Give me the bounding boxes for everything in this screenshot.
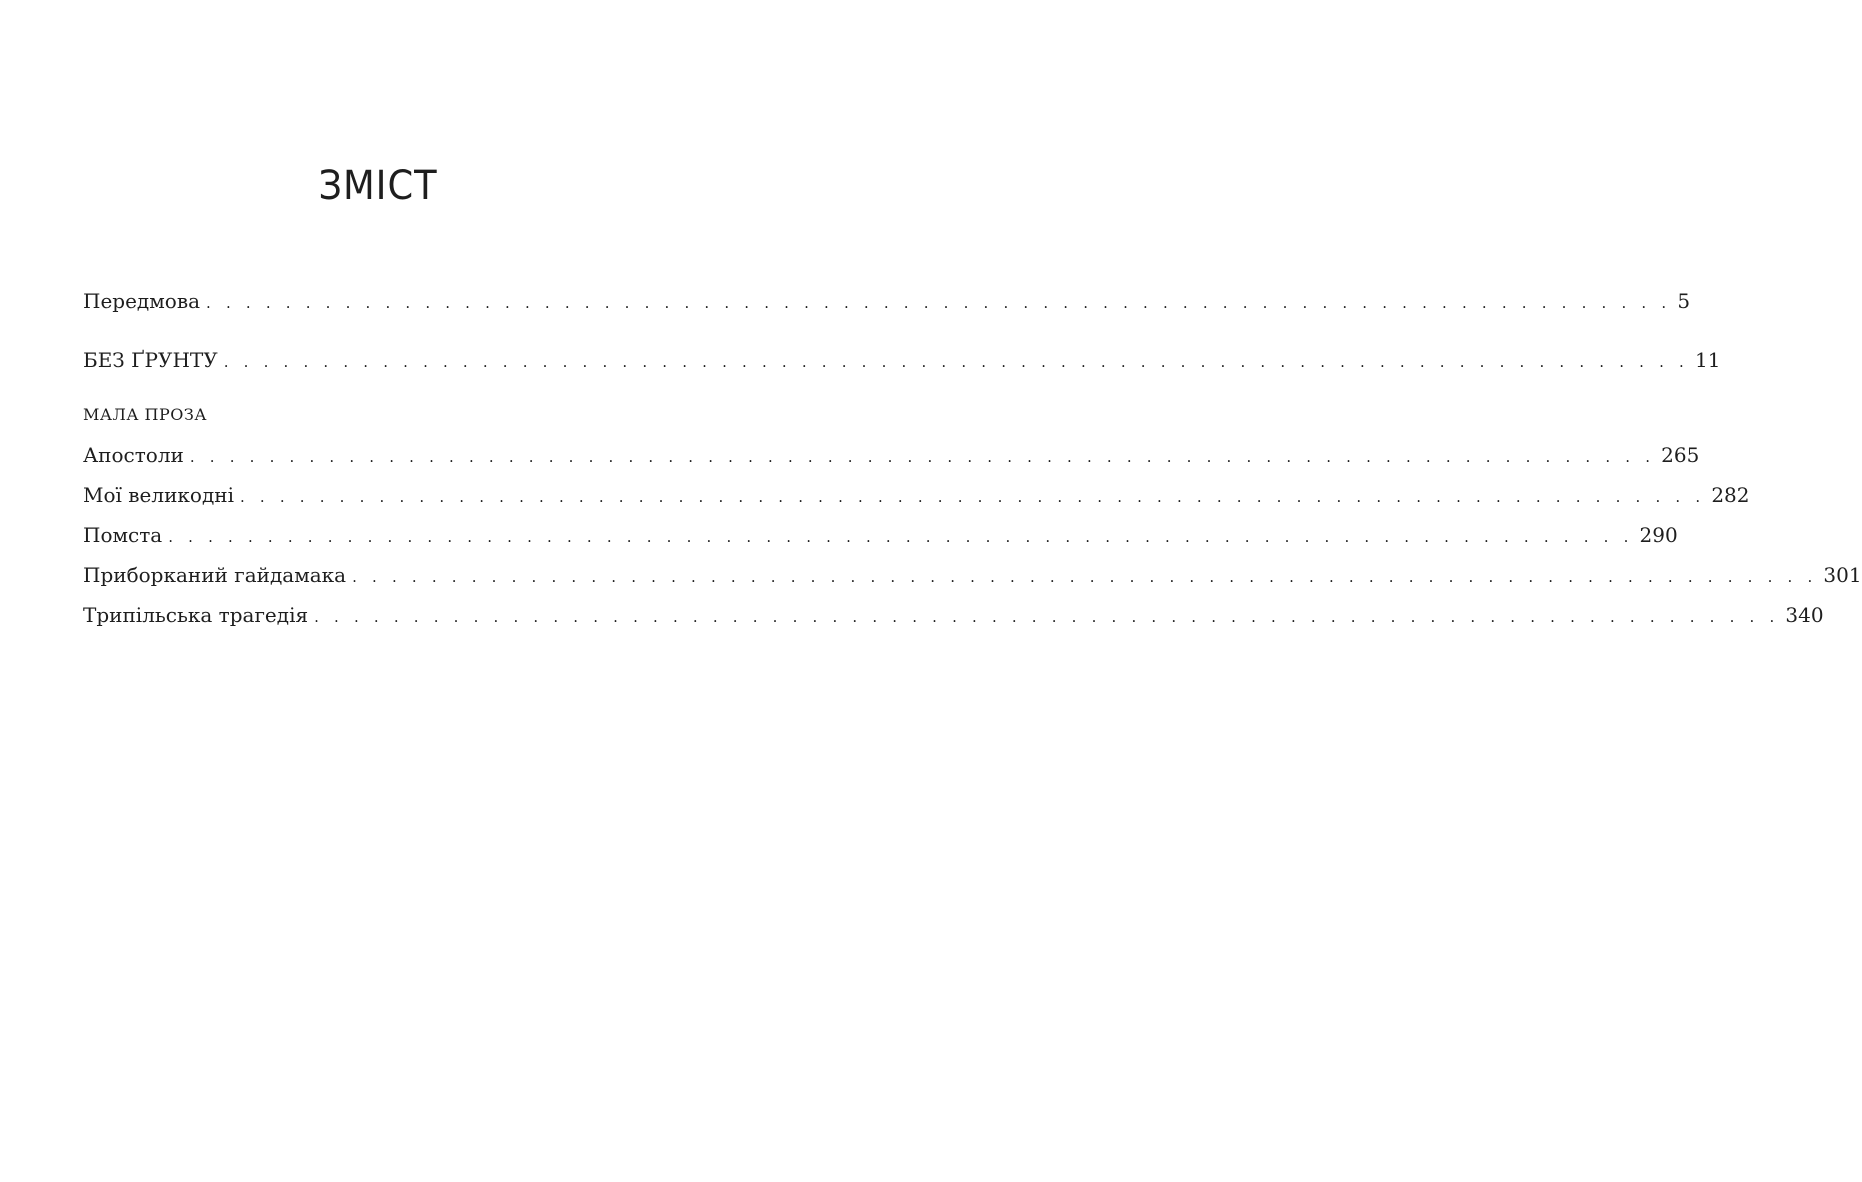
- toc-entry-page: 290: [1639, 523, 1678, 547]
- toc-leader-dots: . . . . . . . . . . . . . . . . . . . . . . . . . . . . . . . . . . . . . . . . . . . . . . . . . . . . . . . . . . . . . . . . . . . . . . . . . .: [314, 608, 1780, 626]
- toc-entry: [83, 348, 1721, 378]
- toc-entry-label: Мої великодні: [83, 483, 234, 507]
- toc-entry-page: 11: [1695, 348, 1721, 372]
- toc-entry: [83, 523, 1678, 553]
- toc-entry: [83, 289, 1691, 319]
- toc-entry-page: 282: [1711, 483, 1750, 507]
- section-heading: МАЛА ПРОЗА: [83, 405, 207, 424]
- toc-entry: [83, 443, 1700, 473]
- toc-leader-dots: . . . . . . . . . . . . . . . . . . . . . . . . . . . . . . . . . . . . . . . . . . . . . . . . . . . . . . . . . . . . . . . . . . . . . . . . . .: [240, 488, 1706, 506]
- toc-entry-label: Приборканий гайдамака: [83, 563, 347, 587]
- toc-entry-label: Апостоли: [83, 443, 184, 467]
- toc-entry: [83, 603, 1824, 633]
- toc-leader-dots: . . . . . . . . . . . . . . . . . . . . . . . . . . . . . . . . . . . . . . . . . . . . . . . . . . . . . . . . . . . . . . . . . . . . . . . . . .: [189, 448, 1656, 466]
- toc-entry-page: 5: [1677, 289, 1691, 313]
- toc-leader-dots: . . . . . . . . . . . . . . . . . . . . . . . . . . . . . . . . . . . . . . . . . . . . . . . . . . . . . . . . . . . . . . . . . . . . . . . . . .: [168, 528, 1634, 546]
- toc-entry-page: 301: [1823, 563, 1862, 587]
- toc-entry-label: Трипільська трагедія: [83, 603, 309, 627]
- toc-entry-page: 265: [1661, 443, 1700, 467]
- toc-leader-dots: . . . . . . . . . . . . . . . . . . . . . . . . . . . . . . . . . . . . . . . . . . . . . . . . . . . . . . . . . . . . . . . . . . . . . . . . . .: [352, 568, 1818, 586]
- toc-entry-label: БЕЗ ҐРУНТУ: [83, 348, 218, 372]
- toc-entry: [83, 563, 1862, 593]
- toc-leader-dots: . . . . . . . . . . . . . . . . . . . . . . . . . . . . . . . . . . . . . . . . . . . . . . . . . . . . . . . . . . . . . . . . . . . . . . . . . .: [206, 294, 1672, 312]
- toc-entry-label: Передмова: [83, 289, 201, 313]
- toc-entry: [83, 483, 1750, 513]
- toc-leader-dots: . . . . . . . . . . . . . . . . . . . . . . . . . . . . . . . . . . . . . . . . . . . . . . . . . . . . . . . . . . . . . . . . . . . . . . . . . .: [223, 353, 1690, 371]
- page-title: ЗМІСТ: [318, 163, 438, 209]
- toc-entry-label: Помста: [83, 523, 163, 547]
- toc-entry-page: 340: [1785, 603, 1824, 627]
